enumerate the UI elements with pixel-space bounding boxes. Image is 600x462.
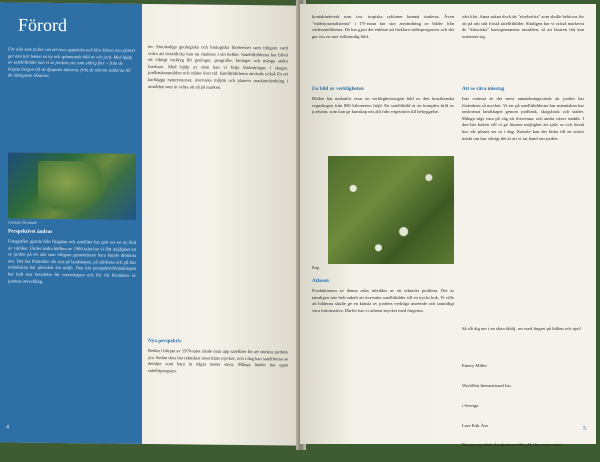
left-page — [0, 2, 300, 445]
signature-line: Emery Miller — [462, 363, 487, 369]
map-caption: Centrala Skottland — [8, 220, 37, 225]
blue-sidebar-band — [0, 2, 142, 443]
section-heading: Att se våra misstag — [462, 86, 505, 92]
signature-block — [462, 350, 590, 462]
signature-line: i Sverige — [462, 402, 479, 408]
signature-line: WorldSat International Inc. — [462, 382, 513, 388]
body-text-column: Redan i början av 1970-talet sände man upp satelliter för att studera jordens yta. Sedan dess har tekniken utvecklats mycket, och i dag kan satelliterna se detaljer som bara är några meter stora. Många länder har egna satellitprogram. — [148, 347, 288, 374]
right-page — [300, 4, 596, 448]
section-heading: Nya perspektiv — [148, 337, 182, 345]
intro-paragraph: För alla som tycker om att resa, upptäcka och lära känna nya platser ger den här boken en ny och spännande bild av vår jord. Med hjälp av satellitbilder kan vi se jordens yta som aldrig förr – från de högsta bergen till de djupaste dalarna, från de största städerna till de ödsligaste öknarna. — [8, 46, 136, 79]
body-text-column: kontaktnätverk som t.ex. tropiska cykloner kunnat studeras. Även "väderjournalisterna" i TV-rutan har stor användning av bilder från vädersatelliterna. De har gjort det enklare att förklara väderprognoser och det ger oss en mer fullständig bild. — [312, 14, 454, 39]
page-number: 4 — [6, 424, 9, 431]
page-title: Förord — [18, 14, 67, 36]
signature-line: Naturgeografiska Institutionen/Stockholms universitet — [462, 442, 562, 448]
body-text-column: Bilden här nedanför visar en verklighetstrogen bild av den brasilianska regnskogen från 800 kilometers höjd. En satellitbild är en komplex bild av jordytan, som kan ge kunskap om allt från vegetation till bebyggelse. — [312, 96, 454, 115]
section-heading: En bild av verkligheten — [312, 86, 364, 92]
signature-line: Lars-Erik Åse — [462, 422, 488, 428]
photo-caption: Prag — [312, 266, 319, 270]
closing-sentence: Så slå dig ner i en skön fåtölj, res med fingret på bilden och njut! — [462, 326, 582, 331]
page-number: 5 — [583, 426, 586, 432]
satellite-photo — [328, 156, 454, 264]
section-heading: Atlasen — [312, 278, 329, 284]
body-text-column: Inte oväntat är det mest anmärkningsvärda att jorden har förändrats så mycket. Vi ser på satellitbilderna hur människan har omformat landskapet genom jordbruk, skogsbruk och städer. Många sägs vara på väg att försvinna, och andra växer snabbt. I den här boken vill vi ge läsaren möjlighet att själv se och förstå hur vår planet ser ut i dag. Kanske kan det bidra till en större insikt om hur viktigt det är att vi tar hand om jorden. — [462, 96, 584, 141]
body-text-column: ter. Storskaliga geologiska och biologiska företeelser som tidigare varit svåra att överblicka kan nu studeras i sin helhet. Satellitbilderna har blivit ett viktigt verktyg för geologer, geografer, biologer och många andra forskare. Med hjälp av dem kan vi följa förändringar i skogar, jordbruksområden och städer över tid. Satellitbilderna används också för att kartlägga naturresurser, övervaka miljön och planera markanvändning i områden som är svåra att nå på marken. — [148, 43, 288, 90]
section-heading: Perspektivet ändras — [8, 228, 53, 235]
body-text-column: vårt klot. Anna sakna dock de "rörelsefria" som skulle behövas för att på rätt sätt förstå satellitbilder. Slutligen har vi också markerat de "klassiska" kartogrammens områden, så att läsaren lätt kan orientera sig. — [462, 14, 585, 39]
body-text-column: Produktionen av denna atlas inleddes av ett tekniskt problem. Det är nämligen inte helt enkelt att översätta satellitbilder till en tryckt bok. Vi ville att bilderna skulle ge en känsla av jordens verkliga utseende och samtidigt vara informativa. Därför har vi arbetat mycket med färgerna. — [312, 288, 454, 313]
satellite-map-image — [8, 153, 136, 220]
body-text: Fotografier gjorda från flygplan och satelliter har gett oss en ny bild av världen. Under andra hälften av 1900-talet har vi fått möjlighet att se jorden på ett sätt som tidigare generationer bara kunde drömma om. Det har förändrat vår syn på landskapet, på städerna och på hur människan har påverkat sin miljö. Den här perspektivförändringen har haft stor betydelse för vetenskapen och för vår förståelse av jordens utveckling. — [8, 238, 136, 284]
